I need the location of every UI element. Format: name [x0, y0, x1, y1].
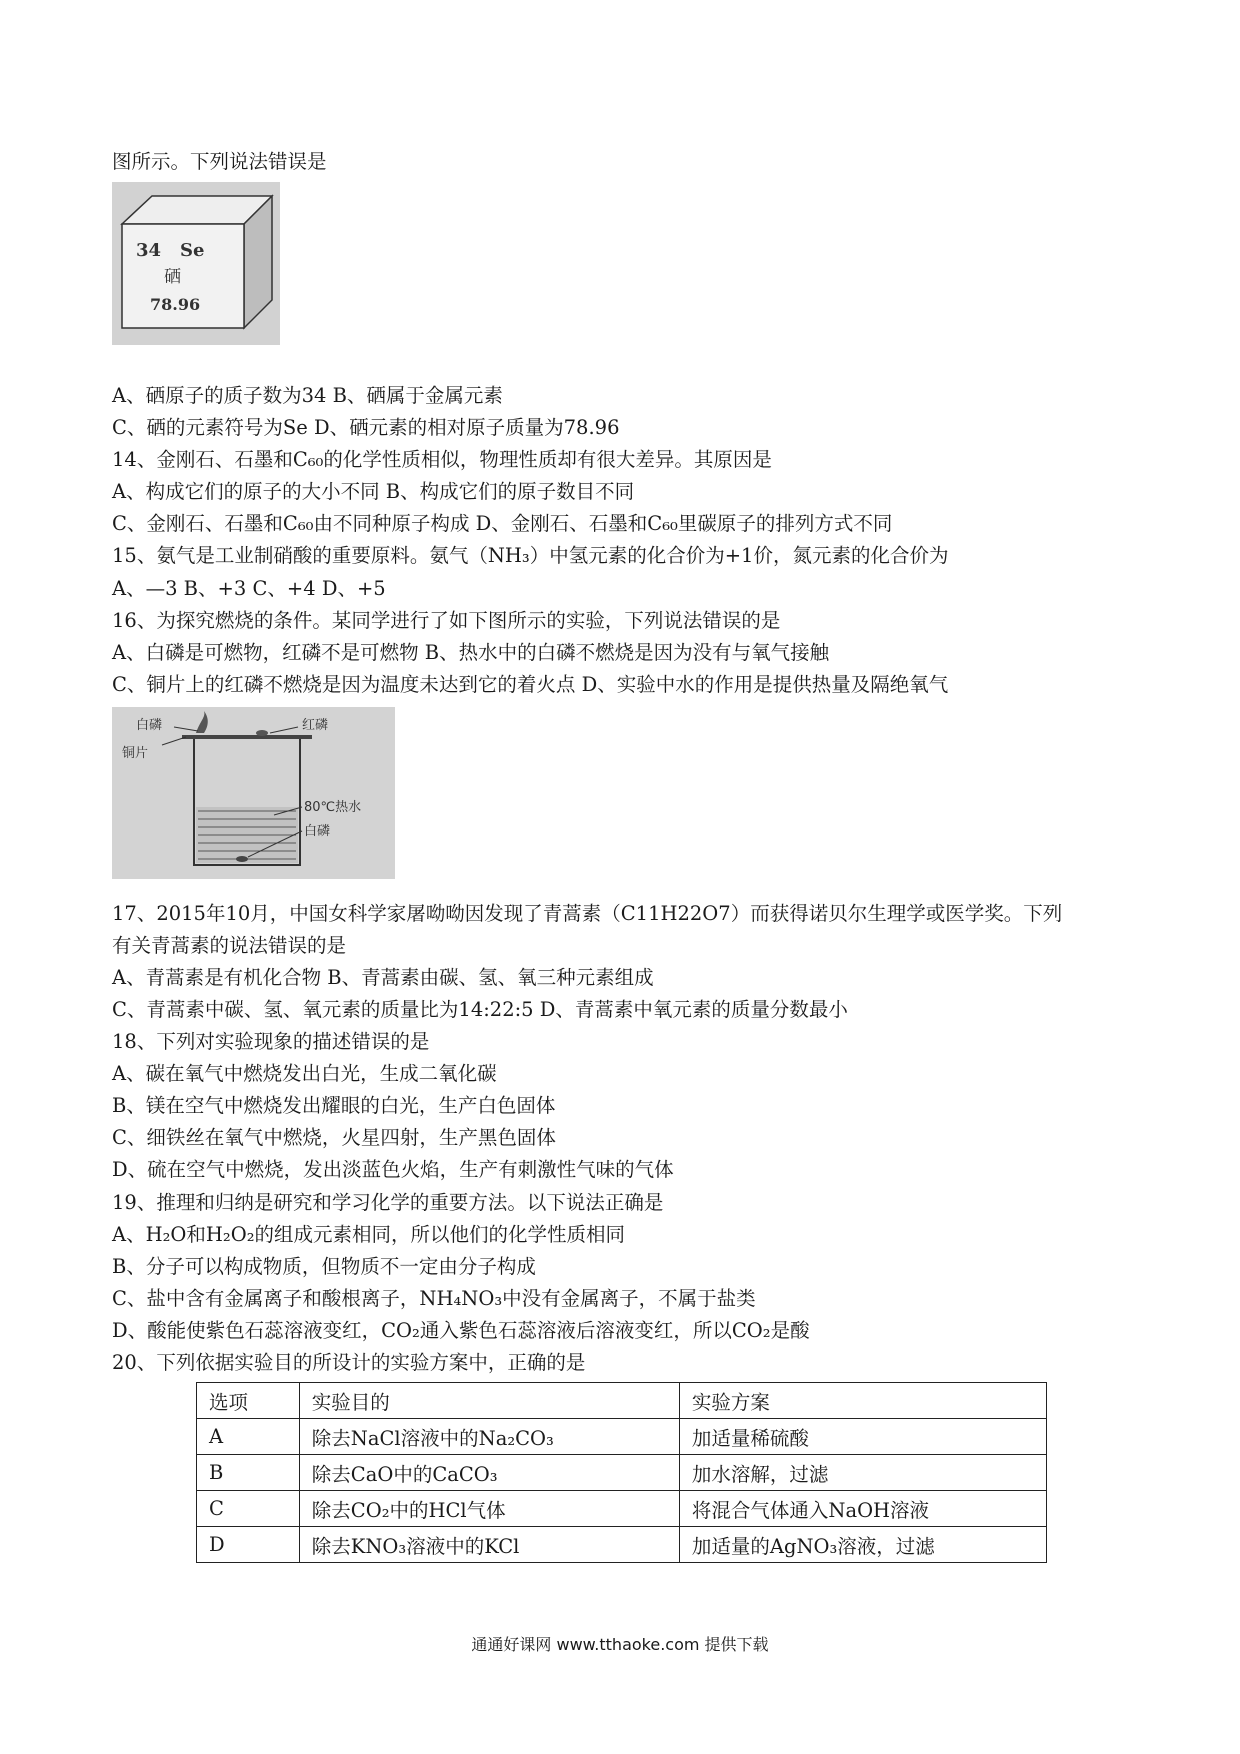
table-cell: 加水溶解，过滤 [679, 1455, 1046, 1491]
q19-stem: 19、推理和归纳是研究和学习化学的重要方法。以下说法正确是 [112, 1191, 664, 1214]
table-cell: D [197, 1527, 300, 1563]
q18-option-a: A、碳在氧气中燃烧发出白光，生成二氧化碳 [112, 1062, 497, 1085]
element-name: 硒 [164, 267, 181, 287]
q19-option-a: A、H₂O和H₂O₂的组成元素相同，所以他们的化学性质相同 [112, 1223, 626, 1246]
q20-stem: 20、下列依据实验目的所设计的实验方案中，正确的是 [112, 1351, 586, 1374]
q14-options-cd: C、金刚石、石墨和C₆₀由不同种原子构成 D、金刚石、石墨和C₆₀里碳原子的排列方式不同 [112, 512, 893, 535]
copper-plate [182, 735, 312, 739]
element-cube-drawing [112, 182, 280, 345]
q20-experiment-table [196, 1382, 1047, 1563]
q15-stem: 15、氨气是工业制硝酸的重要原料。氨气（NH₃）中氢元素的化合价为+1价，氮元素的化合价为 [112, 544, 949, 567]
label-red-phosphorus: 红磷 [302, 718, 329, 733]
q17-options-cd: C、青蒿素中碳、氢、氧元素的质量比为14:22:5 D、青蒿素中氧元素的质量分数最小 [112, 998, 848, 1021]
table-header-cell: 选项 [197, 1383, 300, 1419]
table-cell: 除去CaO中的CaCO₃ [299, 1455, 679, 1491]
label-copper-plate: 铜片 [122, 746, 149, 761]
q16-options-ab: A、白磷是可燃物，红磷不是可燃物 B、热水中的白磷不燃烧是因为没有与氧气接触 [112, 641, 830, 664]
q14-options-ab: A、构成它们的原子的大小不同 B、构成它们的原子数目不同 [112, 480, 635, 503]
q15-options: A、—3 B、+3 C、+4 D、+5 [112, 577, 386, 600]
label-white-phosphorus-bottom: 白磷 [304, 824, 331, 839]
table-cell: 除去CO₂中的HCl气体 [299, 1491, 679, 1527]
white-phosphorus-underwater [236, 856, 248, 862]
table-cell: A [197, 1419, 300, 1455]
q13-stem-tail: 图所示。下列说法错误是 [112, 150, 327, 173]
q17-options-ab: A、青蒿素是有机化合物 B、青蒿素由碳、氢、氧三种元素组成 [112, 966, 654, 989]
combustion-experiment-figure [112, 707, 395, 879]
table-cell: B [197, 1455, 300, 1491]
q13-options-cd: C、硒的元素符号为Se D、硒元素的相对原子质量为78.96 [112, 416, 620, 439]
q18-option-c: C、细铁丝在氧气中燃烧，火星四射，生产黑色固体 [112, 1126, 556, 1149]
q14-stem: 14、金刚石、石墨和C₆₀的化学性质相似，物理性质却有很大差异。其原因是 [112, 448, 772, 471]
beaker-drawing [112, 707, 395, 879]
table-header-cell: 实验方案 [679, 1383, 1046, 1419]
label-hot-water: 80℃热水 [304, 800, 362, 815]
q13-options-ab: A、硒原子的质子数为34 B、硒属于金属元素 [112, 384, 503, 407]
selenium-element-figure [112, 182, 280, 345]
table-header-cell: 实验目的 [299, 1383, 679, 1419]
table-cell: 将混合气体通入NaOH溶液 [679, 1491, 1046, 1527]
table-row [197, 1419, 1047, 1455]
table-row [197, 1527, 1047, 1563]
table-cell: 除去NaCl溶液中的Na₂CO₃ [299, 1419, 679, 1455]
q17-stem-line1: 17、2015年10月，中国女科学家屠呦呦因发现了青蒿素（C11H22O7）而获得诺贝尔生理学或医学奖。下列 [112, 902, 1063, 925]
table-row [197, 1455, 1047, 1491]
q19-option-c: C、盐中含有金属离子和酸根离子，NH₄NO₃中没有金属离子，不属于盐类 [112, 1287, 756, 1310]
q18-stem: 18、下列对实验现象的描述错误的是 [112, 1030, 430, 1053]
q18-option-d: D、硫在空气中燃烧，发出淡蓝色火焰，生产有刺激性气味的气体 [112, 1158, 674, 1181]
table-header-row [197, 1383, 1047, 1419]
q16-options-cd: C、铜片上的红磷不燃烧是因为温度未达到它的着火点 D、实验中水的作用是提供热量及隔绝氧气 [112, 673, 949, 696]
table-cell: 除去KNO₃溶液中的KCl [299, 1527, 679, 1563]
q17-stem-line2: 有关青蒿素的说法错误的是 [112, 934, 347, 957]
q19-option-d: D、酸能使紫色石蕊溶液变红，CO₂通入紫色石蕊溶液后溶液变红，所以CO₂是酸 [112, 1319, 810, 1342]
element-symbol: Se [180, 240, 205, 261]
table-cell: 加适量的AgNO₃溶液，过滤 [679, 1527, 1046, 1563]
label-white-phosphorus-top: 白磷 [136, 718, 163, 733]
table-cell: 加适量稀硫酸 [679, 1419, 1046, 1455]
element-number: 34 [136, 240, 162, 261]
red-phosphorus [256, 730, 268, 736]
page-footer: 通通好课网 www.tthaoke.com 提供下载 [471, 1635, 769, 1654]
table-row [197, 1491, 1047, 1527]
q18-option-b: B、镁在空气中燃烧发出耀眼的白光，生产白色固体 [112, 1094, 556, 1117]
element-mass: 78.96 [150, 295, 201, 314]
q19-option-b: B、分子可以构成物质，但物质不一定由分子构成 [112, 1255, 536, 1278]
q16-stem: 16、为探究燃烧的条件。某同学进行了如下图所示的实验，下列说法错误的是 [112, 609, 781, 632]
table-cell: C [197, 1491, 300, 1527]
